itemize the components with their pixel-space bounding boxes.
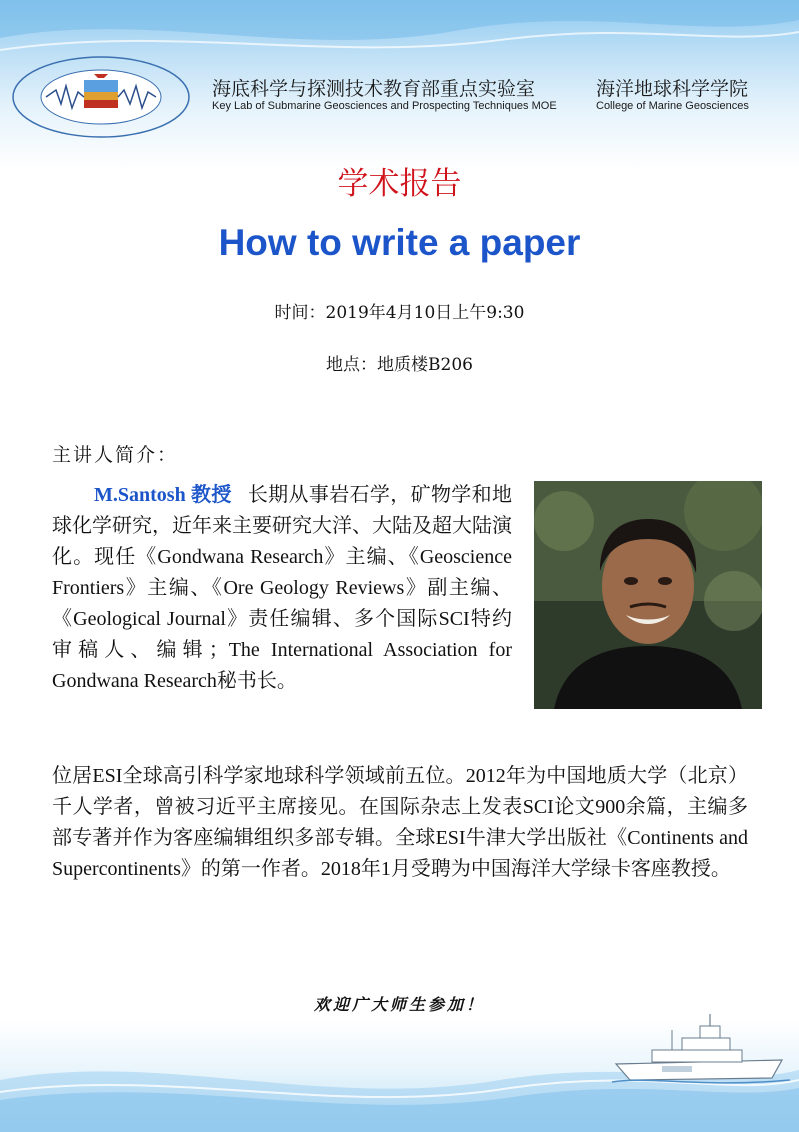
lab-seal-logo-icon [6,50,196,145]
speaker-bio-part1: 长期从事岩石学，矿物学和地球化学研究，近年来主要研究大洋、大陆及超大陆演化。现任《Gondwana Research》主编、《Geoscience Frontiers》主编、《Ore Geology Reviews》副主编、《Geological Journal》责任编辑、多个国际SCI特约审稿人、编辑；The International Association for Gondwana Research秘书长。 [52,484,513,692]
report-title-en: How to write a paper [218,222,581,263]
college-name-en: College of Marine Geosciences [596,100,749,112]
speaker-intro-label: 主讲人简介： [52,444,179,466]
report-title-cn: 学术报告 [337,166,462,202]
speaker-name: M.Santosh 教授 [94,484,232,506]
welcome-text: 欢迎广大师生参加！ [313,995,485,1014]
speaker-portrait-icon [534,481,762,709]
speaker-bio-second: 位居ESI全球高引科学家地球科学领域前五位。2012年为中国地质大学（北京）千人学者，曾被习近平主席接见。在国际杂志上发表SCI论文900余篇，主编多部专著并作为客座编辑组织多部专辑。全球ESI牛津大学出版社《Continents and Supercontinents》的第一作者。2018年1月受聘为中国海洋大学绿卡客座教授。 [52,765,748,880]
event-time: 时间：2019年4月10日上午9:30 [274,303,525,323]
lab-name-cn: 海底科学与探测技术教育部重点实验室 [212,78,536,100]
research-ship-icon [612,1012,790,1092]
college-name-cn: 海洋地球科学学院 [596,78,749,100]
event-location: 地点：地质楼B206 [326,355,473,375]
lab-name-en: Key Lab of Submarine Geosciences and Prospecting Techniques MOE [212,100,557,112]
speaker-bio-first [52,480,512,697]
